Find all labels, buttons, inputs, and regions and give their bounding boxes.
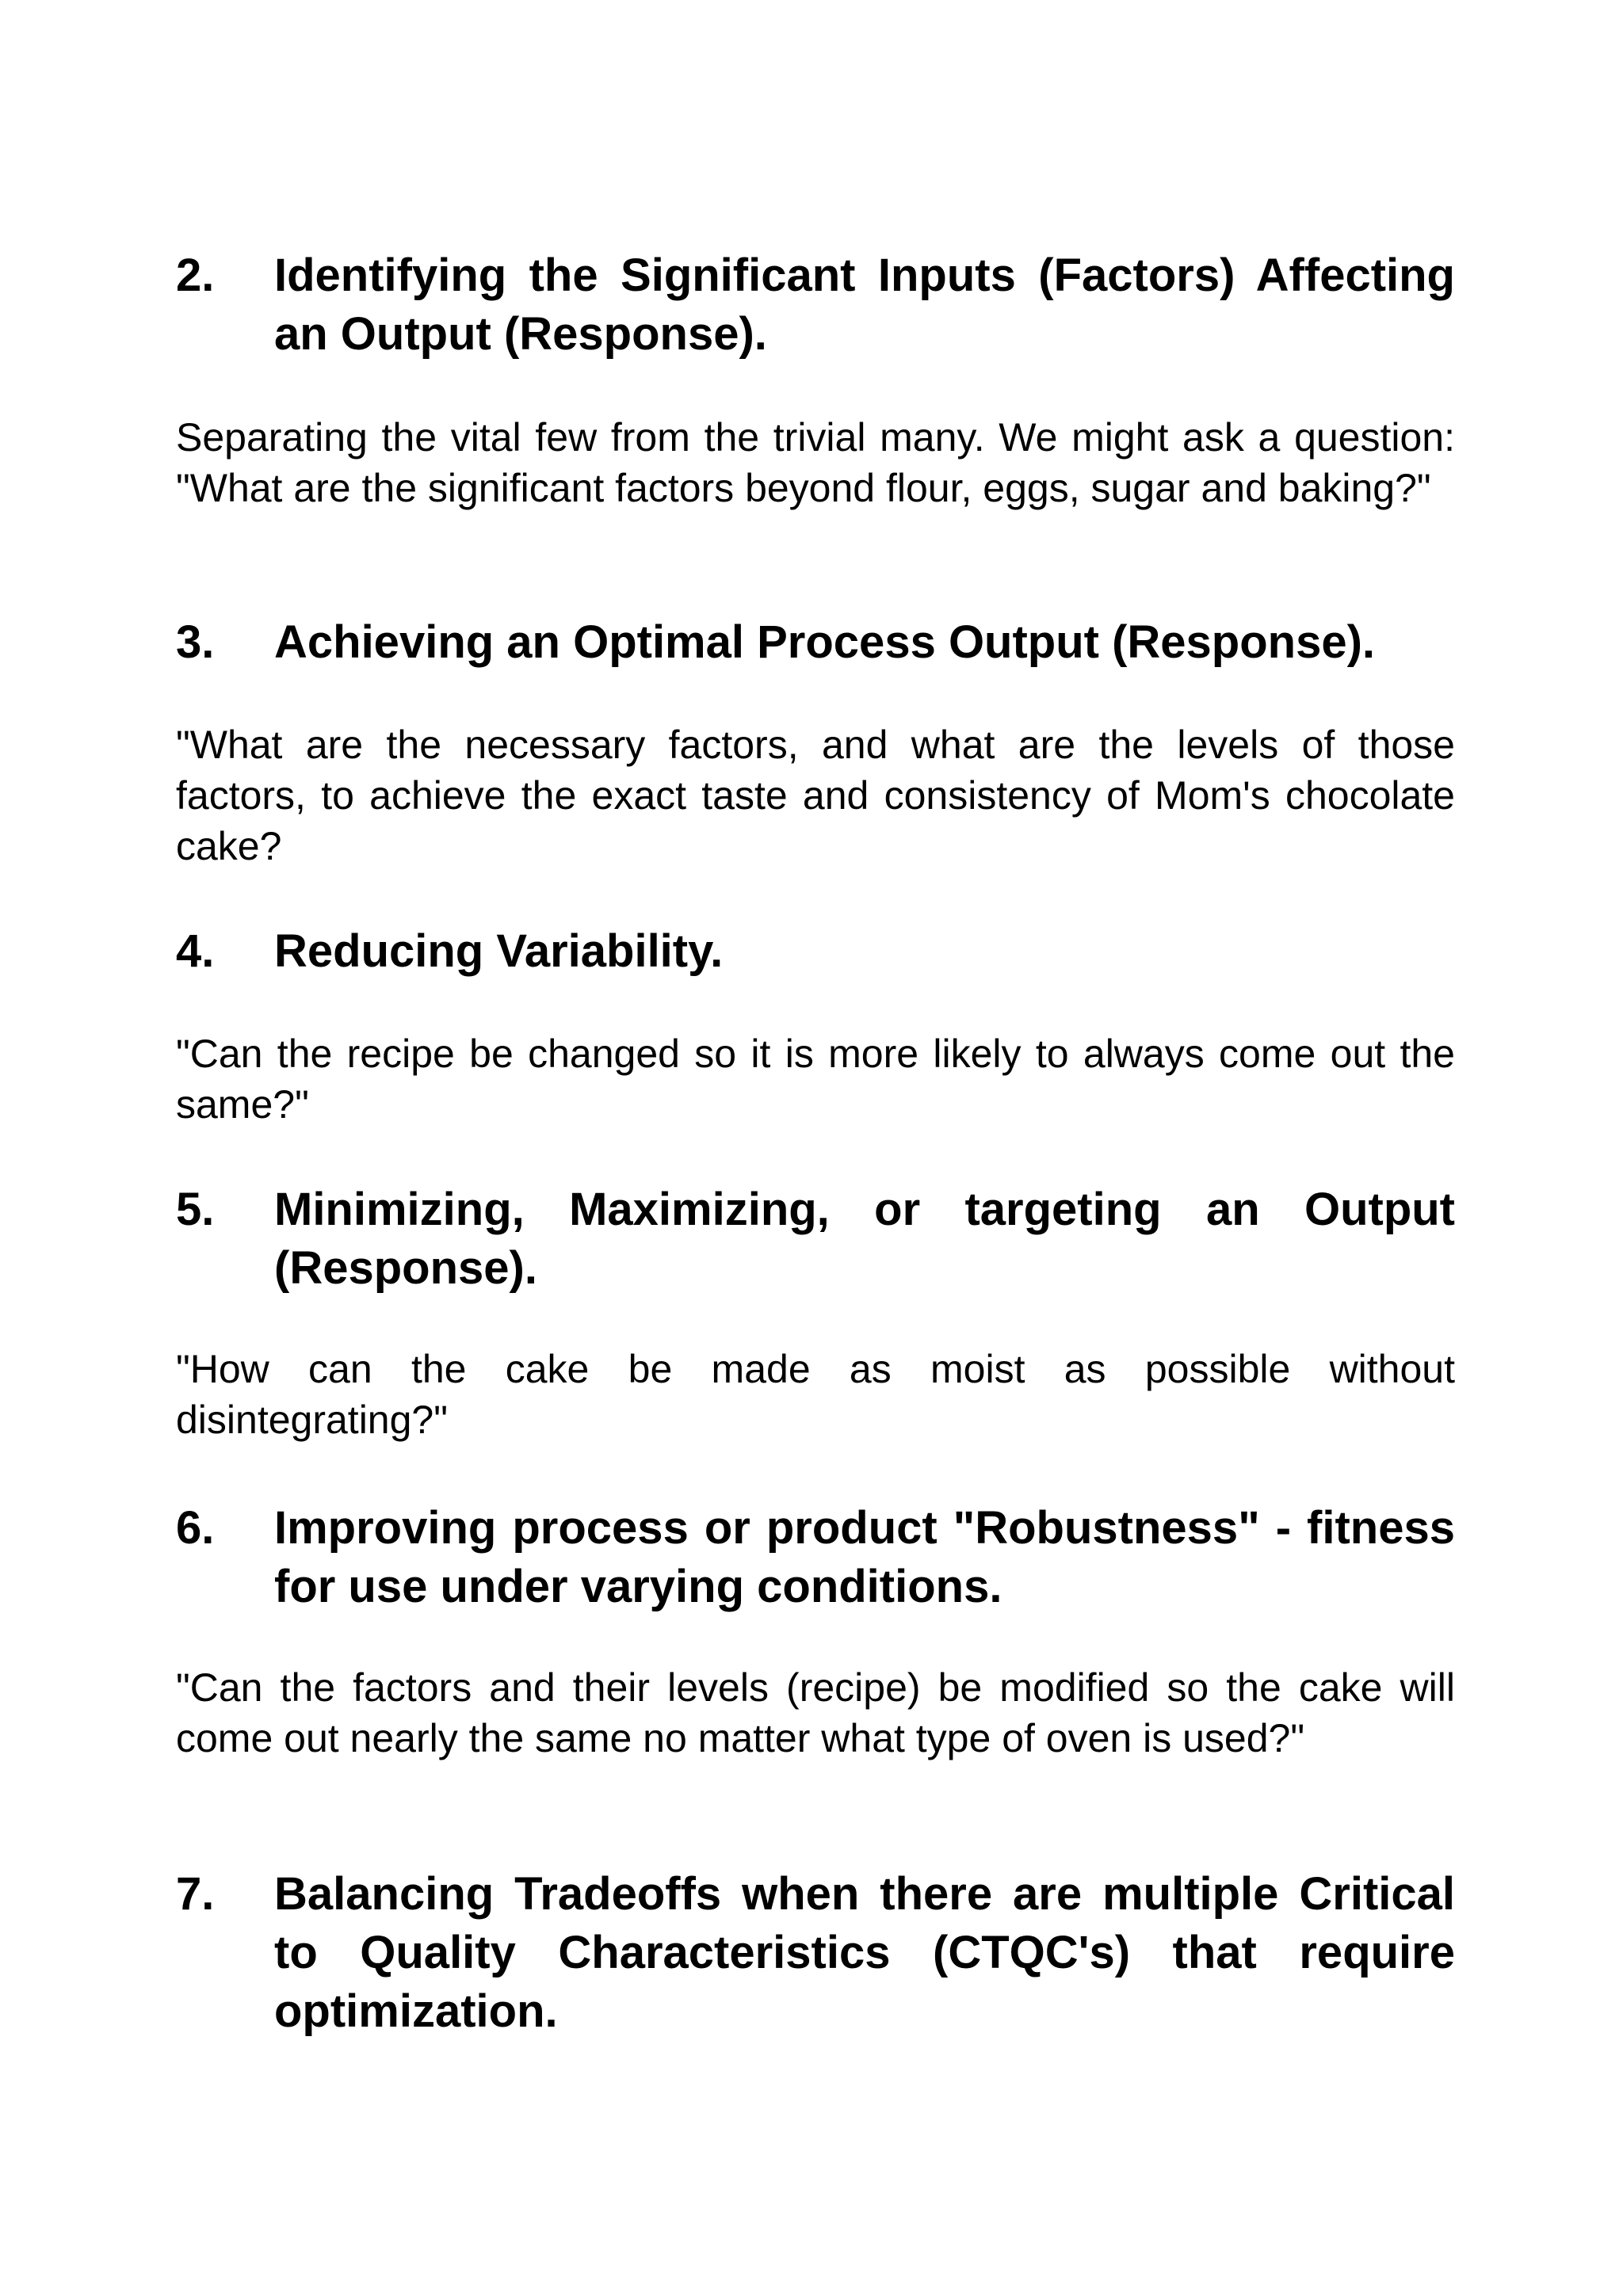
section-number: 2. [176,250,215,301]
section-body-3: "What are the necessary factors, and what are the levels of those factors, to achieve the exact taste and consistency of Mom's chocolate cake? [176,723,1455,868]
section-title: Achieving an Optimal Process Output (Response). [274,616,1376,668]
section-heading-4 [176,922,1455,981]
section-number: 3. [176,616,215,668]
section-number: 6. [176,1502,215,1554]
section-body-5: "How can the cake be made as moist as possible without disintegrating?" [176,1347,1455,1442]
section-body-6: "Can the factors and their levels (recipe) be modified so the cake will come out nearly the same no matter what type of oven is used?" [176,1665,1455,1760]
section-title: Minimizing, Maximizing, or targeting an Output (Response). [274,1184,1455,1294]
section-title: Balancing Tradeoffs when there are multiple Critical to Quality Characteristics (CTQC's) that require optimization. [274,1868,1455,2037]
section-number: 5. [176,1184,215,1235]
section-title: Identifying the Significant Inputs (Factors) Affecting an Output (Response). [274,250,1455,360]
section-body-2: Separating the vital few from the trivial many. We might ask a question: "What are the significant factors beyond flour, eggs, sugar and baking?" [176,415,1455,510]
section-title: Reducing Variability. [274,925,724,977]
section-body-4: "Can the recipe be changed so it is more likely to always come out the same?" [176,1032,1455,1127]
section-number: 4. [176,925,215,977]
section-heading-6 [176,1499,1455,1616]
section-title: Improving process or product "Robustness" - fitness for use under varying conditions. [274,1502,1455,1612]
section-heading-5 [176,1180,1455,1298]
section-heading-2 [176,246,1455,364]
section-heading-7 [176,1865,1455,2041]
section-number: 7. [176,1868,215,1920]
section-heading-3 [176,613,1455,672]
